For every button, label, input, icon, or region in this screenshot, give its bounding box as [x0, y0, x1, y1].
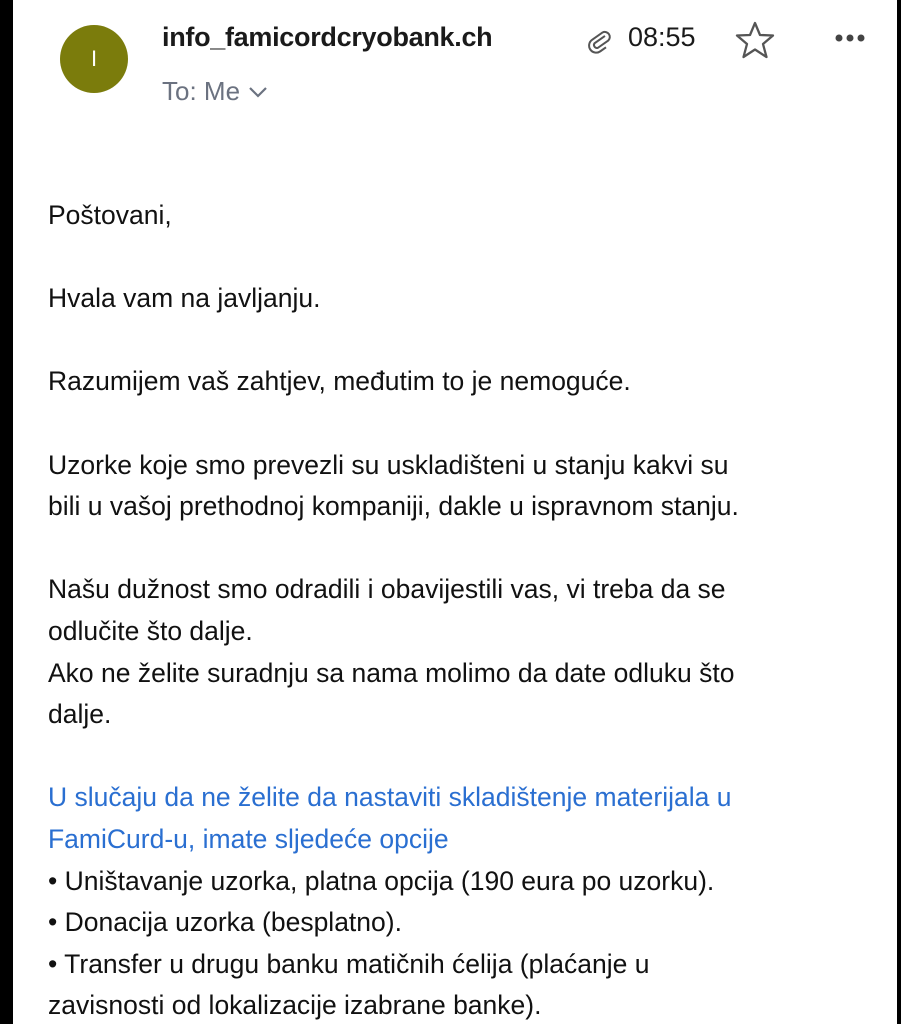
- option-item: • Transfer u drugu banku matičnih ćelija (plaćanje u: [48, 948, 650, 979]
- email-time: 08:55: [628, 22, 696, 52]
- paragraph-samples-line: Uzorke koje smo prevezli su uskladišteni u stanju kakvi su: [48, 449, 729, 480]
- paperclip-icon: [584, 26, 614, 56]
- email-body: [48, 195, 739, 1027]
- recipients-toggle[interactable]: [162, 76, 268, 107]
- paragraph-duty-line: dalje.: [48, 699, 112, 730]
- paragraph-request: Razumijem vaš zahtjev, međutim to je nemoguće.: [48, 366, 631, 397]
- to-label: To: Me: [162, 76, 241, 106]
- option-item: • Donacija uzorka (besplatno).: [48, 907, 402, 938]
- paragraph-duty-line: odlučite što dalje.: [48, 615, 253, 646]
- sender-name[interactable]: info_famicordcryobank.ch: [162, 22, 493, 52]
- option-item-continued: zavisnosti od lokalizacije izabrane banke).: [48, 990, 542, 1021]
- options-heading-line: U slučaju da ne želite da nastaviti skladištenje materijala u: [48, 782, 732, 813]
- chevron-down-icon: [248, 85, 268, 99]
- avatar-initial: I: [90, 46, 98, 71]
- paragraph-duty-line: Ako ne želite suradnju sa nama molimo da date odluku što: [48, 657, 735, 688]
- screen-edge-left: [0, 0, 13, 1024]
- paragraph-samples-line: bili u vašoj prethodnoj kompaniji, dakle u ispravnom stanju.: [48, 491, 739, 522]
- more-icon[interactable]: [832, 28, 872, 48]
- star-icon[interactable]: [735, 20, 775, 60]
- greeting: Poštovani,: [48, 200, 172, 230]
- paragraph-thanks: Hvala vam na javljanju.: [48, 283, 321, 314]
- paragraph-duty-line: Našu dužnost smo odradili i obavijestili vas, vi treba da se: [48, 574, 726, 605]
- sender-avatar[interactable]: [60, 25, 128, 93]
- options-heading-line: FamiCurd-u, imate sljedeće opcije: [48, 823, 449, 854]
- option-item: • Uništavanje uzorka, platna opcija (190 eura po uzorku).: [48, 865, 715, 896]
- screen-edge-right: [897, 0, 901, 1024]
